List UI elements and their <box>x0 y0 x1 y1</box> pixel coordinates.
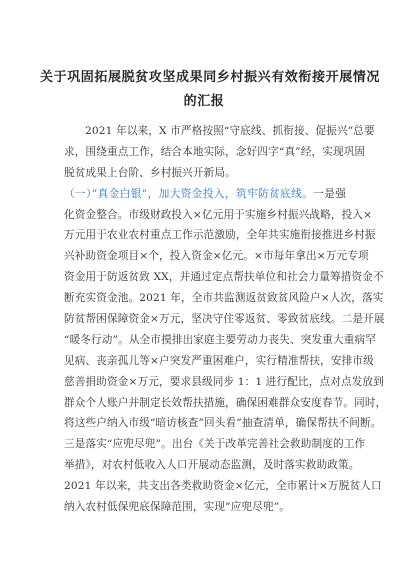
paragraph-line: 断充实资金池。2021 年，全市共监测返贫致贫风险户×人次，落实 <box>64 292 384 305</box>
paragraph-line: 求，围绕重点工作，结合本地实际，念好四字“真”经，实现巩固 <box>64 145 366 158</box>
paragraph-line: 兴补助资金项目×个，投入资金×亿元。×市每年拿出×万元专项 <box>64 250 369 263</box>
paragraph-line: 资金用于防返贫致 XX，并通过定点帮扶单位和社会力量筹措资金不 <box>64 271 384 284</box>
paragraph-line: 举措》，对农村低收入人口开展动态监测，及时落实救助政策。 <box>64 459 360 472</box>
document-body <box>64 121 387 518</box>
paragraph-line: 2021 年以来，X 市严格按照“守底线、抓衔接、促振兴”总要 <box>85 125 375 137</box>
paragraph-line: 2021 年以来，共支出各类救助资金×亿元，全市累计×万脱贫人口 <box>64 480 382 493</box>
paragraph-line: 三是落实“应兜尽兜”。出台《关于改革完善社会救助制度的工作 <box>64 438 366 451</box>
document-title-line-2: 的汇报 <box>183 94 225 109</box>
document-title-line-1: 关于巩固拓展脱贫攻坚成果同乡村振兴有效衔接开展情况 <box>40 70 381 85</box>
paragraph-line: 防贫帮困保障资金×万元，坚决守住零返贫、零致贫底线。二是开展 <box>64 313 385 326</box>
paragraph-line: 脱贫成果上台阶、乡村振兴开新局。 <box>64 166 236 179</box>
section-heading-line <box>64 184 346 205</box>
paragraph-line: “暖冬行动”。从全市摸排出家庭主要劳动力丧失、突发重大重病罕 <box>64 333 376 346</box>
paragraph-line: 见病、丧亲孤儿等×户突发严重困难户，实行精准帮扶，安排市级 <box>64 354 374 367</box>
paragraph-line: 群众个人账户并制定长效帮扶措施，确保困难群众安度春节。同时， <box>64 396 387 409</box>
paragraph-line: 纳入农村低保兜底保障范围，实现”应兜尽兜”。 <box>64 501 291 514</box>
section-heading-tail: 一是强 <box>313 187 347 200</box>
paragraph-line: 万元用于农业农村重点工作示范激励，全年共实施衔接推进乡村振 <box>64 229 376 242</box>
paragraph-line: 将这些户纳入市级“暗访核查”回头看”抽查清单，确保帮扶不间断。 <box>64 417 382 430</box>
paragraph-line: 慈善捐助资金×万元，要求县级同步 1：1 进行配比，点对点发放到 <box>64 375 384 388</box>
paragraph-line: 化资金整合。市级财政投入×亿元用于实施乡村振兴战略，投入× <box>64 208 373 221</box>
section-heading: （一）”真金白银”，加大资金投入，筑牢防贫底线。 <box>64 187 314 200</box>
